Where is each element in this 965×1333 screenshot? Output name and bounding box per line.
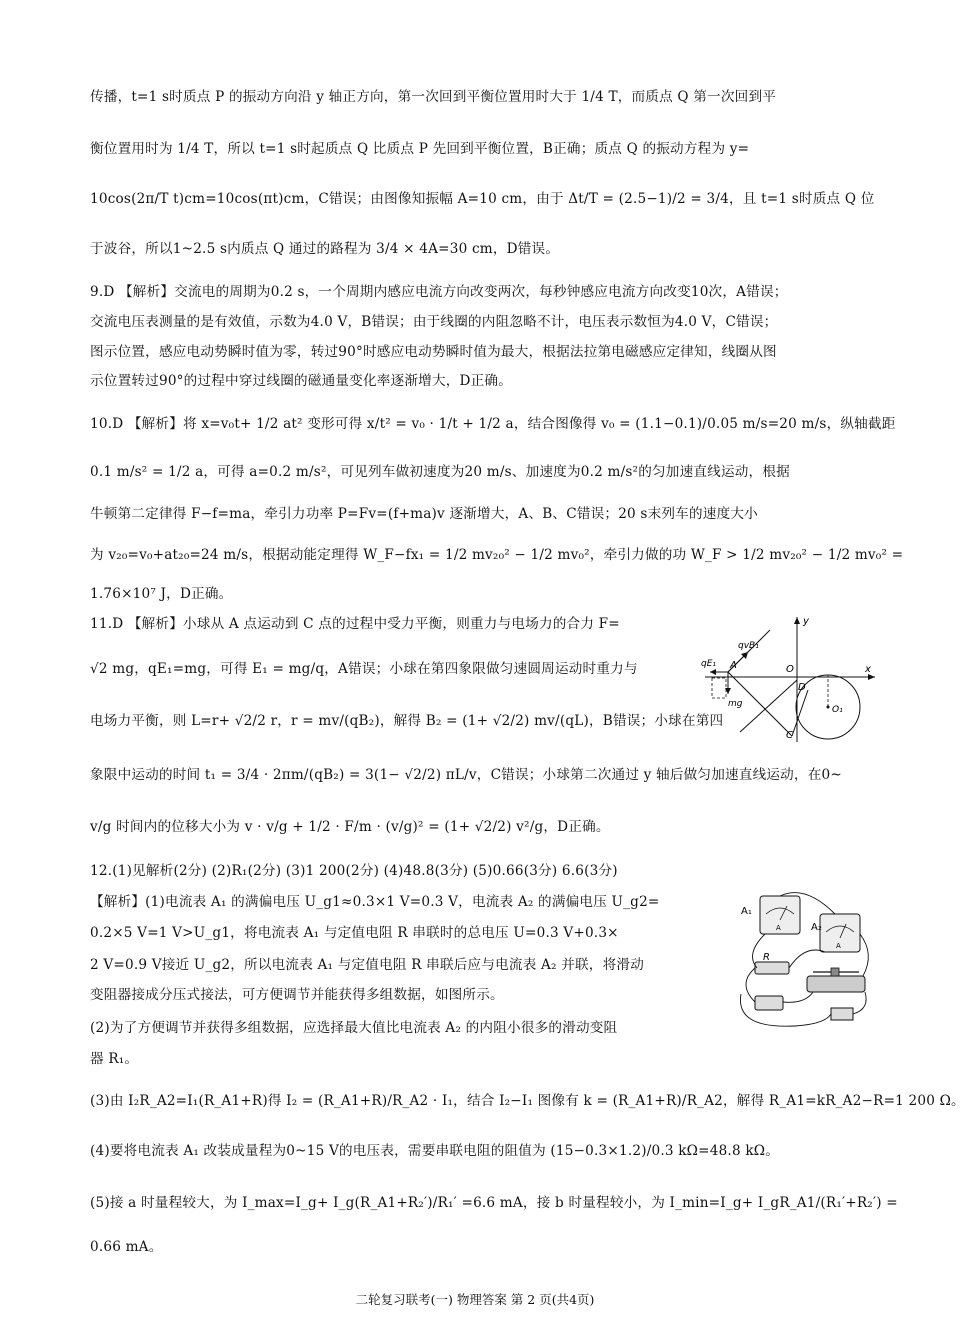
label-y: y [803, 616, 809, 627]
text-line: 交流电压表测量的是有效值，示数为4.0 V，B错误；由于线圈的内阻忽略不计，电压表示数恒为4.0 V，C错误； [90, 314, 778, 330]
label-a: A [730, 660, 737, 671]
text-line: v/g 时间内的位移大小为 v · v/g + 1/2 · F/m · (v/g)² = (1+ √2/2) v²/g，D正确。 [90, 819, 610, 835]
text-line: (4)要将电流表 A₁ 改装成量程为0~15 V的电压表，需要串联电阻的阻值为 (15−0.3×1.2)/0.3 kΩ=48.8 kΩ。 [90, 1143, 780, 1159]
label-d: D [798, 682, 806, 693]
text-line: 2 V=0.9 V接近 U_g2，所以电流表 A₁ 与定值电阻 R 串联后应与电流表 A₂ 并联，将滑动 [90, 957, 644, 973]
switch [831, 1008, 853, 1020]
page-footer: 二轮复习联考(一) 物理答案 第 2 页(共4页) [355, 1292, 595, 1307]
text-line: 12.(1)见解析(2分) (2)R₁(2分) (3)1 200(2分) (4)48.8(3分) (5)0.66(3分) 6.6(3分) [90, 863, 618, 879]
label-x: x [865, 664, 871, 675]
problem-11-figure [700, 612, 880, 747]
text-line: 0.66 mA。 [90, 1239, 163, 1255]
text-line: (5)接 a 时量程较大，为 I_max=I_g+ I_g(R_A1+R₂′)/R₁′ =6.6 mA，接 b 时量程较小，为 I_min=I_g+ I_gR_A1/(R₁′+R₂′) = [90, 1195, 898, 1211]
text-line: 于波谷，所以1~2.5 s内质点 Q 通过的路程为 3/4 × 4A=30 cm，D错误。 [90, 241, 560, 257]
label-mg: mg [728, 699, 743, 709]
label-qe1: qE₁ [701, 659, 717, 669]
label-a2: A₂ [811, 922, 822, 933]
text-line: 电场力平衡，则 L=r+ √2/2 r，r = mv/(qB₂)，解得 B₂ = (1+ √2/2) mv/(qL)，B错误；小球在第四 [90, 713, 724, 729]
resistor-r [755, 962, 789, 974]
rheostat [807, 976, 865, 992]
label-r: R [763, 952, 770, 963]
text-line: (2)为了方便调节并获得多组数据，应选择最大值比电流表 A₂ 的内阻小很多的滑动变阻 [90, 1020, 618, 1036]
text-line: 为 v₂₀=v₀+at₂₀=24 m/s，根据动能定理得 W_F−fx₁ = 1/2 mv₂₀² − 1/2 mv₀²，牵引力做的功 W_F > 1/2 mv₂₀² − 1/2 mv₀² = [90, 547, 904, 563]
text-line: 示位置转过90°的过程中穿过线圈的磁通量变化率逐渐增大，D正确。 [90, 373, 513, 389]
label-qvb1: qvB₁ [738, 641, 759, 651]
text-line: 【解析】(1)电流表 A₁ 的满偏电压 U_g1≈0.3×1 V=0.3 V，电流表 A₂ 的满偏电压 U_g2= [90, 894, 660, 910]
text-line: 变阻器接成分压式接法，可方便调节并能获得多组数据，如图所示。 [90, 987, 504, 1003]
text-line: 0.1 m/s² = 1/2 a，可得 a=0.2 m/s²，可见列车做初速度为20 m/s、加速度为0.2 m/s²的匀加速直线运动，根据 [90, 464, 790, 480]
text-line: 衡位置用时为 1/4 T，所以 t=1 s时起质点 Q 比质点 P 先回到平衡位置，B正确；质点 Q 的振动方程为 y= [90, 141, 750, 157]
label-o1: O₁ [832, 705, 843, 715]
text-line: 牛顿第二定律得 F−f=ma，牵引力功率 P=Fv=(f+ma)v 逐渐增大，A、B、C错误；20 s末列车的速度大小 [90, 506, 758, 522]
problem-12-circuit-figure [735, 884, 875, 1034]
battery [755, 996, 783, 1010]
text-line: (3)由 I₂R_A2=I₁(R_A1+R)得 I₂ = (R_A1+R)/R_A2 · I₁，结合 I₂−I₁ 图像有 k = (R_A1+R)/R_A2，解得 R_A1=kR_A2−R=1 200 Ω。 [90, 1093, 965, 1109]
label-c: C [786, 730, 793, 741]
text-line: √2 mg，qE₁=mg，可得 E₁ = mg/q，A错误；小球在第四象限做匀速圆周运动时重力与 [90, 661, 638, 677]
text-line: 10.D 【解析】将 x=v₀t+ 1/2 at² 变形可得 x/t² = v₀ · 1/t + 1/2 a，结合图像得 v₀ = (1.1−0.1)/0.05 m/s=20 m/s，纵轴截距 [90, 416, 896, 432]
text-line: 器 R₁。 [90, 1051, 139, 1067]
text-line: 图示位置，感应电动势瞬时值为零，转过90°时感应电动势瞬时值为最大，根据法拉第电磁感应定律知，线圈从图 [90, 344, 777, 360]
meter-a1-symbol: A [776, 924, 781, 932]
text-line: 1.76×10⁷ J，D正确。 [90, 586, 233, 602]
text-line: 0.2×5 V=1 V>U_g1，将电流表 A₁ 与定值电阻 R 串联时的总电压 U=0.3 V+0.3× [90, 925, 619, 941]
meter-a2-symbol: A [836, 942, 841, 950]
text-line: 传播，t=1 s时质点 P 的振动方向沿 y 轴正方向，第一次回到平衡位置用时大于 1/4 T，而质点 Q 第一次回到平 [90, 89, 777, 105]
label-o: O [786, 664, 794, 675]
text-line: 11.D 【解析】小球从 A 点运动到 C 点的过程中受力平衡，则重力与电场力的合力 F= [90, 616, 620, 632]
text-line: 10cos(2π/T t)cm=10cos(πt)cm，C错误；由图像知振幅 A=10 cm，由于 Δt/T = (2.5−1)/2 = 3/4，且 t=1 s时质点 Q 位 [90, 191, 875, 207]
text-line: 9.D 【解析】交流电的周期为0.2 s，一个周期内感应电流方向改变两次，每秒钟感应电流方向改变10次，A错误； [90, 284, 788, 300]
text-line: 象限中运动的时间 t₁ = 3/4 · 2πm/(qB₂) = 3(1− √2/2) πL/v，C错误；小球第二次通过 y 轴后做匀加速直线运动，在0~ [90, 767, 843, 783]
label-a1: A₁ [741, 906, 752, 917]
